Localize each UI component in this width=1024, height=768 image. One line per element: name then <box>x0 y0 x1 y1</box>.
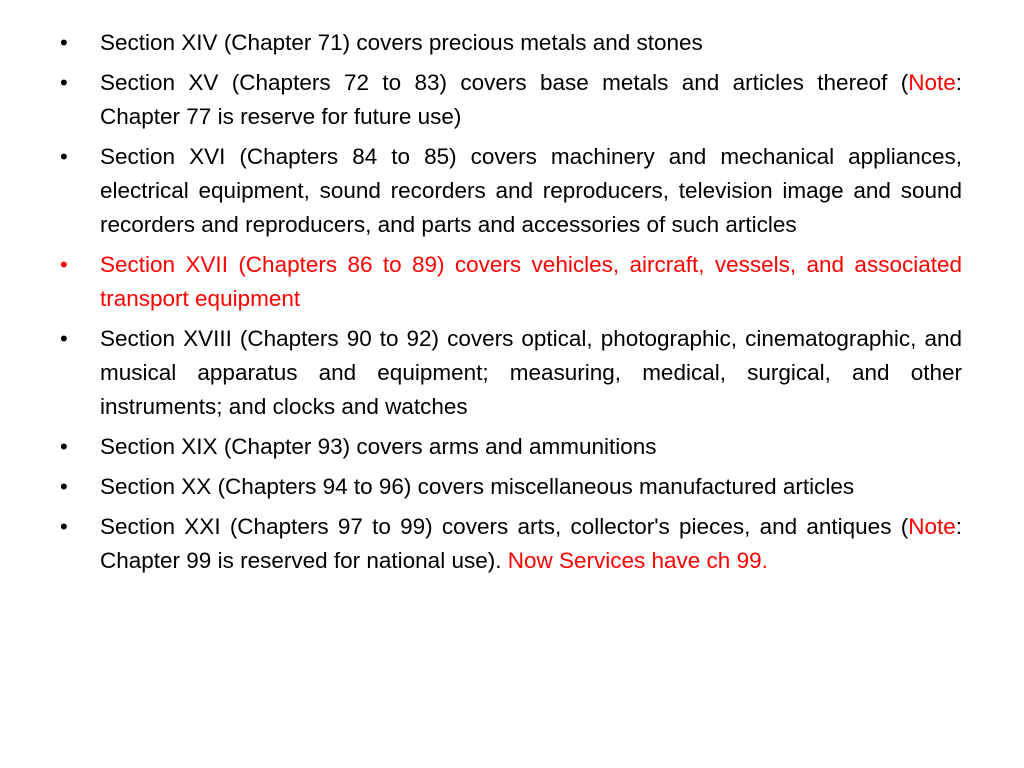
note-label: Note <box>908 514 956 539</box>
bullet-text: Section XX (Chapters 94 to 96) covers miscellaneous manufactured articles <box>100 474 855 499</box>
bullet-item-section-xvi <box>60 140 962 242</box>
bullet-dot-icon: • <box>60 252 68 277</box>
bullet-dot-icon: • <box>60 144 68 169</box>
bullet-item-section-xv <box>60 66 962 134</box>
note-text: : Chapter 99 is reserved for national use). <box>100 514 962 573</box>
note-label: Note <box>908 70 956 95</box>
bullet-text: Section XV (Chapters 72 to 83) covers base metals and articles thereof ( <box>100 70 909 95</box>
bullet-item-section-xxi <box>60 510 962 578</box>
bullet-item-section-xvii <box>60 248 962 316</box>
bullet-list <box>60 26 962 578</box>
bullet-text: Section XIV (Chapter 71) covers precious metals and stones <box>100 30 703 55</box>
highlight-text: Now Services have ch 99. <box>507 548 768 573</box>
bullet-dot-icon: • <box>60 326 68 351</box>
bullet-dot-icon: • <box>60 434 68 459</box>
bullet-dot-icon: • <box>60 30 68 55</box>
bullet-text: Section XVII (Chapters 86 to 89) covers vehicles, aircraft, vessels, and associated transport equipment <box>100 252 962 311</box>
note-text: : Chapter 77 is reserve for future use) <box>100 70 962 129</box>
bullet-dot-icon: • <box>60 474 68 499</box>
bullet-text: Section XVI (Chapters 84 to 85) covers machinery and mechanical appliances, electrical equipment, sound recorders and reproducers, television image and sound recorders and reproducers, and parts and accessories of such articles <box>100 144 962 237</box>
bullet-text: Section XVIII (Chapters 90 to 92) covers optical, photographic, cinematographic, and musical apparatus and equipment; measuring, medical, surgical, and other instruments; and clocks and watches <box>100 326 962 419</box>
bullet-dot-icon: • <box>60 70 68 95</box>
bullet-item-section-xviii <box>60 322 962 424</box>
bullet-text: Section XIX (Chapter 93) covers arms and ammunitions <box>100 434 657 459</box>
bullet-item-section-xx <box>60 470 962 504</box>
bullet-item-section-xiv <box>60 26 962 60</box>
bullet-text: Section XXI (Chapters 97 to 99) covers arts, collector's pieces, and antiques ( <box>100 514 909 539</box>
bullet-item-section-xix <box>60 430 962 464</box>
bullet-dot-icon: • <box>60 514 68 539</box>
